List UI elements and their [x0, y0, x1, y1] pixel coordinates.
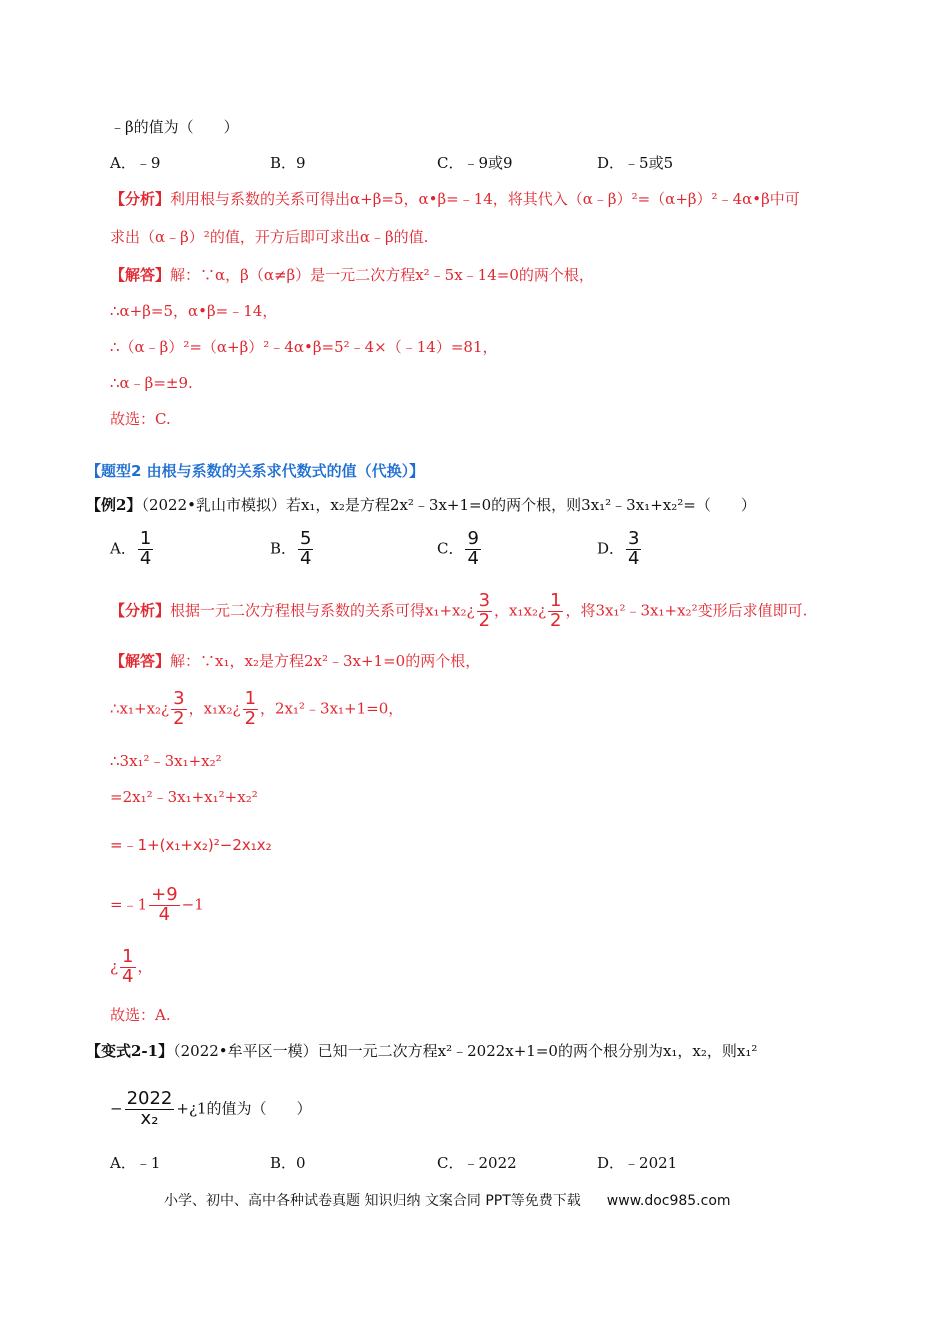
- ex2-solution-line6: [110, 886, 204, 925]
- analysis-text: ，x₁x₂¿: [494, 601, 547, 620]
- frac-num: 5: [300, 528, 312, 549]
- frac-den: 2: [173, 707, 185, 729]
- q1-choice: 故选：C.: [110, 410, 171, 428]
- minus-sign: −: [110, 1099, 123, 1118]
- ex2-choice: 故选：A.: [110, 1006, 171, 1024]
- frac-num: 1: [139, 528, 152, 549]
- ex2-solution-line4: =2x₁²﹣3x₁+x₁²+x₂²: [110, 788, 258, 806]
- option-fraction: [465, 530, 480, 569]
- frac-num: 2022: [126, 1088, 173, 1109]
- footer-url[interactable]: www.doc985.com: [606, 1193, 731, 1209]
- fraction-plus9-4: [149, 886, 180, 925]
- var21-option-c: C．﹣2022: [437, 1154, 517, 1172]
- ex2-analysis: [110, 592, 807, 631]
- option-letter: B．: [270, 539, 297, 558]
- solution-text: ，x₁x₂¿: [188, 699, 241, 718]
- analysis-label: 【分析】: [110, 601, 171, 620]
- option-fraction: [298, 530, 313, 569]
- frac-num: 1: [550, 590, 562, 611]
- frac-num: +9: [151, 884, 178, 905]
- q1-analysis-line2: 求出（α﹣β）²的值，开方后即可求出α﹣β的值.: [110, 228, 429, 246]
- frac-num: 3: [628, 528, 640, 549]
- fraction-1-4: [120, 948, 135, 987]
- var21-option-b: B．0: [270, 1154, 306, 1172]
- ex2-label: 【例2】: [86, 496, 142, 514]
- frac-den: 4: [300, 547, 312, 569]
- solution-text: ，2x₁²﹣3x₁+1=0，: [260, 699, 404, 718]
- q1-solution-line1: [110, 264, 594, 286]
- ex2-option-b: [270, 530, 315, 569]
- option-letter: C．: [437, 539, 464, 558]
- footer-text: 小学、初中、高中各种试卷真题 知识归纳 文案合同 PPT等免费下载: [164, 1193, 581, 1209]
- var21-text: +¿1的值为（ ）: [176, 1099, 312, 1118]
- fraction-3-2: [477, 592, 492, 631]
- solution-text: 解：∵x₁，x₂是方程2x²﹣3x+1=0的两个根，: [170, 652, 481, 670]
- q1-option-b: B．9: [270, 154, 306, 172]
- solution-label: 【解答】: [110, 266, 171, 284]
- solution-label: 【解答】: [110, 652, 171, 670]
- ex2-solution-line2: [110, 690, 403, 729]
- frac-den: 2: [550, 609, 562, 631]
- var21-option-a: A．﹣1: [110, 1154, 161, 1172]
- option-letter: D．: [597, 539, 625, 558]
- option-fraction: [138, 530, 153, 569]
- ex2-stem: [86, 494, 756, 516]
- ex2-option-a: [110, 530, 155, 569]
- solution-text: ¿: [110, 957, 119, 976]
- q1-analysis-line1: [110, 188, 800, 210]
- q1-solution-line2: ∴α+β=5，α•β=﹣14，: [110, 302, 278, 320]
- analysis-label: 【分析】: [110, 190, 171, 208]
- frac-den: 4: [628, 547, 640, 569]
- frac-num: 3: [173, 688, 185, 709]
- var21-label: 【变式2-1】: [86, 1042, 174, 1060]
- var21-option-d: D．﹣2021: [597, 1154, 678, 1172]
- fraction-1-2: [243, 690, 258, 729]
- var21-stem: [86, 1040, 757, 1062]
- q1-solution-line4: ∴α﹣β=±9.: [110, 374, 193, 392]
- analysis-text: 利用根与系数的关系可得出α+β=5，α•β=﹣14，将其代入（α﹣β）²=（α+β）²﹣4α•β中可: [170, 190, 800, 208]
- solution-text: =﹣1: [110, 895, 148, 914]
- fraction-1-2: [548, 592, 563, 631]
- q1-option-d: D．﹣5或5: [597, 154, 674, 172]
- frac-den: 4: [467, 547, 479, 569]
- solution-text: ，: [137, 957, 153, 976]
- solution-text: −1: [181, 895, 204, 914]
- frac-num: 9: [467, 528, 479, 549]
- frac-den: 2: [244, 707, 257, 729]
- q1-solution-line3: ∴（α﹣β）²=（α+β）²﹣4α•β=5²﹣4×（﹣14）=81，: [110, 338, 498, 356]
- ex2-solution-line3: ∴3x₁²﹣3x₁+x₂²: [110, 752, 222, 770]
- analysis-text: 根据一元二次方程根与系数的关系可得x₁+x₂¿: [170, 601, 475, 620]
- ex2-option-c: [437, 530, 483, 569]
- ex2-solution-line5: =﹣1+(x₁+x₂)²−2x₁x₂: [110, 836, 272, 854]
- frac-den: 4: [158, 903, 171, 925]
- section-title: 【题型2 由根与系数的关系求代数式的值（代换）】: [86, 462, 425, 480]
- option-letter: A．: [110, 539, 136, 558]
- frac-den: x₂: [140, 1107, 159, 1129]
- q1-option-c: C．﹣9或9: [437, 154, 513, 172]
- q1-option-a: A．﹣9: [110, 154, 161, 172]
- solution-text: 解：∵α，β（α≠β）是一元二次方程x²﹣5x﹣14=0的两个根，: [170, 266, 594, 284]
- option-fraction: [626, 530, 641, 569]
- q1-stem-tail: ﹣β的值为（ ）: [110, 118, 239, 136]
- var21-stem-text: （2022•牟平区一模）已知一元二次方程x²﹣2022x+1=0的两个根分别为x₁，x₂，则x₁²: [173, 1042, 758, 1060]
- ex2-stem-text: （2022•乳山市模拟）若x₁，x₂是方程2x²﹣3x+1=0的两个根，则3x₁²﹣3x₁+x₂²=（ ）: [141, 496, 756, 514]
- analysis-text: ，将3x₁²﹣3x₁+x₂²变形后求值即可.: [565, 601, 808, 620]
- frac-num: 1: [244, 688, 257, 709]
- frac-num: 1: [122, 946, 134, 967]
- frac-den: 4: [122, 965, 134, 987]
- frac-den: 4: [139, 547, 152, 569]
- ex2-solution-line1: [110, 650, 480, 672]
- frac-num: 3: [478, 590, 491, 611]
- ex2-option-d: [597, 530, 643, 569]
- fraction-2022-x2: [125, 1090, 175, 1129]
- solution-text: ∴x₁+x₂¿: [110, 699, 170, 718]
- var21-line2: [110, 1090, 312, 1129]
- page-footer: [164, 1190, 731, 1210]
- ex2-solution-line7: [110, 948, 153, 987]
- frac-den: 2: [478, 609, 491, 631]
- fraction-3-2: [171, 690, 186, 729]
